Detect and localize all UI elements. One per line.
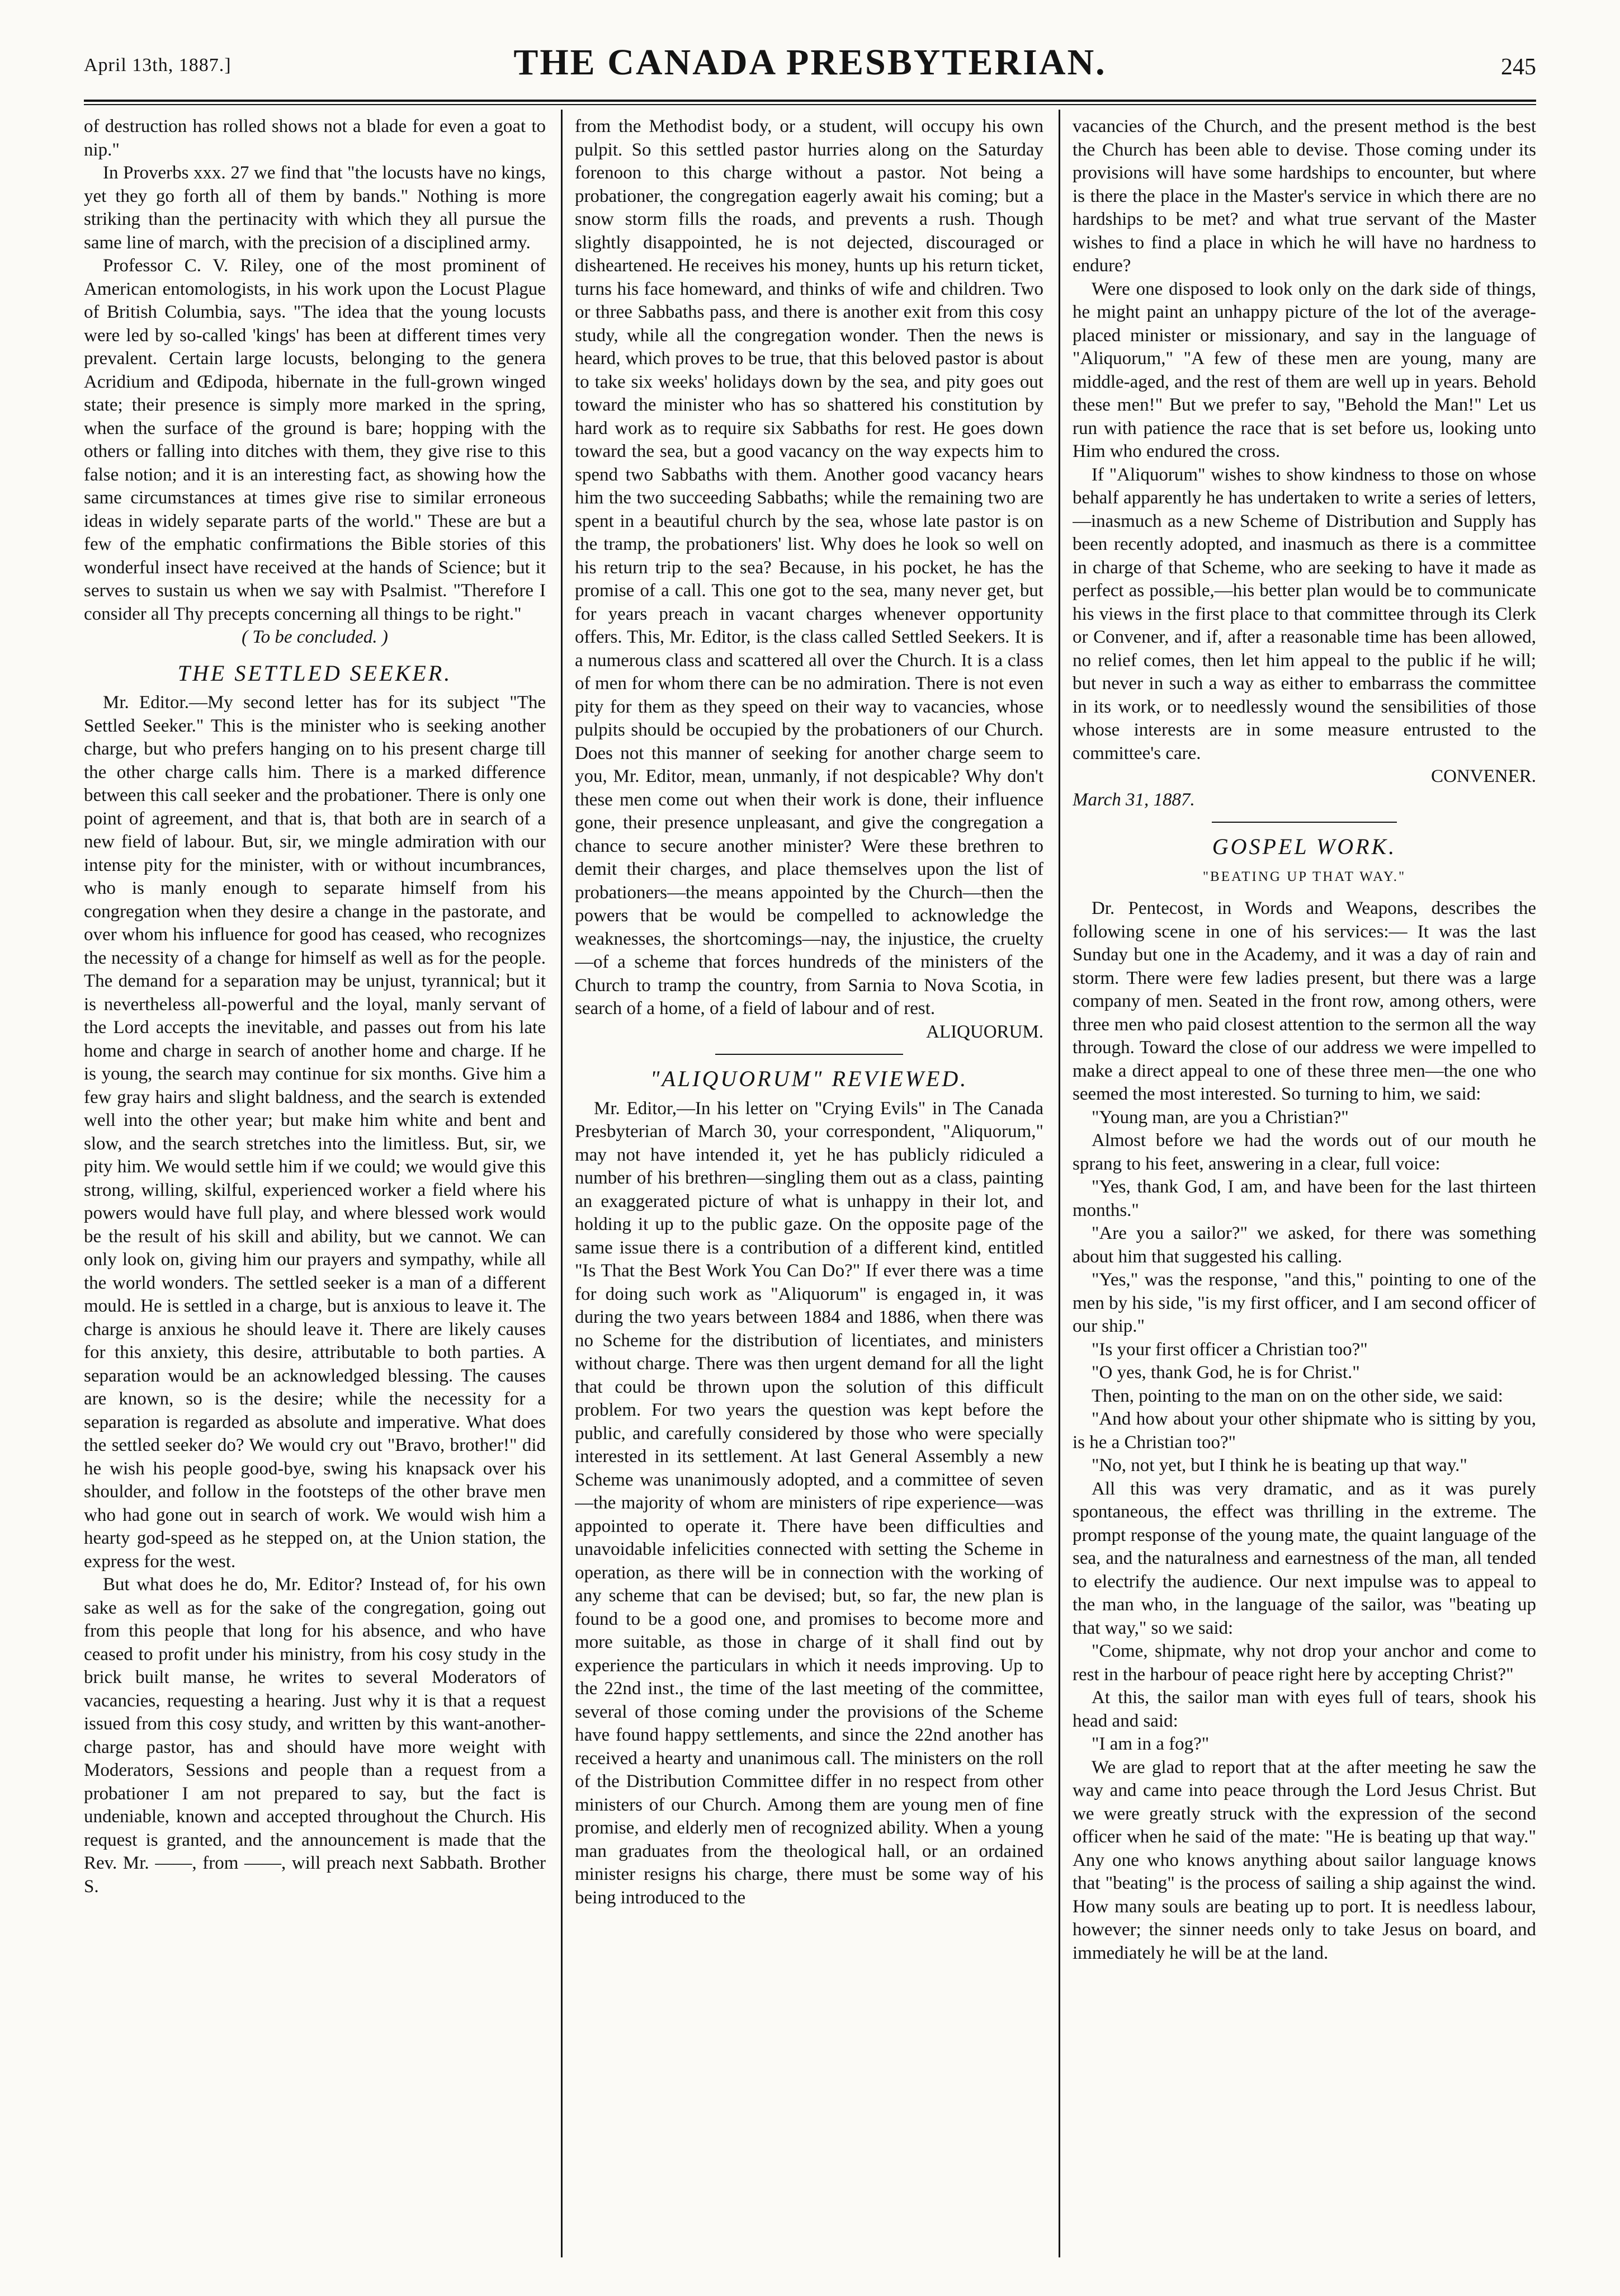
signature-aliquorum: ALIQUORUM. [926,1021,1043,1042]
column-divider-2 [1059,110,1060,2257]
paragraph: If "Aliquorum" wishes to show kindness to those on whose behalf apparently he has undertaken to write a series of letters, —inasmuch as a new Scheme of Distribution and Supply has been recently adopted, and inasmuch as there is a committee in charge of that Scheme, who are seeking to have it made as perfect as possible,—his better plan would be to communicate his views in the first place to that committee through its Clerk or Convener, and if, after a reasonable time has been allowed, no relief comes, then let him appeal to the public if he will; but never in such a way as either to embarrass the committee in its work, or to needlessly wound the sensibilities of those whose interests are in some measure entrusted to the committee's care. [1073,464,1536,763]
paragraph: Were one disposed to look only on the dark side of things, he might paint an unhappy picture of the lot of the average-placed minister or missionary, and say in the language of "Aliquorum," "A few of these men are young, many are middle-aged, and the rest of them are well up in years. Behold these men!" But we prefer to say, "Behold the Man!" Let us run with patience the race that is set before us, looking unto Him who endured the cross. [1073,279,1536,461]
issue-date: April 13th, 1887.] [84,55,232,76]
article-subheading: "BEATING UP THAT WAY." [1202,869,1406,884]
paragraph: Mr. Editor.—My second letter has for its subject "The Settled Seeker." This is the minister who is seeking another charge, but who prefers hanging on to his present charge till the other charge calls him. There is a marked difference between this call seeker and the probationer. There is only one point of agreement, and that is, that both are in search of a new field of labour. But, sir, we mingle admiration with our intense pity for the minister, with or without incumbrances, who is manly enough to separate himself from his congregation when they desire a change in the pastorate, and over whom his influence for good has ceased, who recognizes the necessity of a change for himself as well as for the people. The demand for a separation may be unjust, tyrannical; but it is nevertheless all-powerful and the loyal, manly servant of the Lord accepts the inevitable, and passes out from his late home and charge in search of another home and charge. If he is young, the search may continue for six months. Give him a few gray hairs and slight baldness, and the search is extended well into the other year; but make him white and bent and slow, and the search stretches into the limitless. But, sir, we pity him. We would settle him if we could; we would give this strong, willing, skilful, experienced worker a field where his powers would have full play, and where blessed work would be the result of his skill and ability, but we cannot. We can only look on, giving him our prayers and sympathy, while all the world wonders. The settled seeker is a man of a different mould. He is settled in a charge, but is anxious to leave it. The charge is anxious he should leave it. There are likely causes for this anxiety, this desire, attributable to both parties. A separation would be an acknowledged blessing. The causes are known, so is the desire; while the necessity for a separation is regarded as absolute and imperative. What does the settled seeker do? We would cry out "Bravo, brother!" did he wish his people good-bye, swing his knapsack over his shoulder, and follow in the footsteps of the other brave men who had gone out in search of work. We would wish him a hearty god-speed as he stepped on, at the Union station, the express for the west. [84,692,546,1572]
paragraph: Mr. Editor,—In his letter on "Crying Evils" in The Canada Presbyterian of March 30, your correspondent, "Aliquorum," may not have intended it, yet he has publicly ridiculed a number of his brethren—singling them out as a class, painting an exaggerated picture of what is unhappy in their lot, and holding it up to the public gaze. On the opposite page of the same issue there is a contribution of a different kind, entitled "Is That the Best Work You Can Do?" If ever there was a time for doing such work as "Aliquorum" is engaged in, it was during the two years between 1884 and 1886, when there was no Scheme for the distribution of licentiates, and ministers without charge. There was then urgent demand for all the light that could be thrown upon the solution of this difficult problem. For two years the question was kept before the public, and carefully considered by those who were specially interested in its settlement. At last General Assembly a new Scheme was unanimously adopted, and a committee of seven —the majority of whom are ministers of ripe experience—was appointed to operate it. There have been difficulties and unavoidable infelicities connected with setting the Scheme in operation, as there will be in connection with the working of any scheme that can be devised; but, so far, the new plan is found to be a good one, and promises to become more and more suitable, as those in charge of it shall find out by experience the particulars in which it needs improving. Up to the 22nd inst., the time of the last meeting of the committee, several of those coming under the provisions of the Scheme have found happy settlements, and since the 22nd another has received a hearty and unanimous call. The ministers on the roll of the Distribution Committee differ in no respect from other ministers of our Church. Among them are young men of fine promise, and elderly men of recognized ability. When a young man graduates from the theological hall, or an ordained minister resigns his charge, there must be some way of his being introduced to the [575,1098,1043,1908]
masthead-title: THE CANADA PRESBYTERIAN. [513,42,1107,83]
column-divider-1 [561,110,563,2257]
article-heading-gospel-work: GOSPEL WORK. [1212,834,1397,859]
column-2 [575,115,1043,2257]
paragraph: "Come, shipmate, why not drop your anchor and come to rest in the harbour of peace right here by accepting Christ?" [1073,1641,1536,1685]
page-number: 245 [1501,54,1536,80]
section-divider [1212,822,1397,823]
header-rule-thick [84,100,1536,102]
paragraph: "Yes, thank God, I am, and have been for the last thirteen months." [1073,1177,1536,1220]
paragraph: Then, pointing to the man on on the other side, we said: [1092,1385,1503,1406]
paragraph: "Yes," was the response, "and this," pointing to one of the men by his side, "is my first officer, and I am second officer of our ship." [1073,1270,1536,1336]
paragraph: "And how about your other shipmate who is sitting by you, is he a Christian too?" [1073,1409,1536,1453]
to-be-concluded-note: ( To be concluded. ) [242,627,388,647]
paragraph: Almost before we had the words out of our mouth he sprang to his feet, answering in a clear, full voice: [1073,1130,1536,1174]
paragraph: "Young man, are you a Christian?" [1092,1107,1349,1128]
column-3 [1073,115,1536,2257]
signature-convener: CONVENER. [1431,766,1536,786]
paragraph: In Proverbs xxx. 27 we find that "the locusts have no kings, yet they go forth all of them by bands." Nothing is more striking than the pertinacity with which they all pursue the same line of march, with the precision of a disciplined army. [84,163,546,253]
letter-dateline: March 31, 1887. [1073,789,1195,810]
article-heading-aliquorum-reviewed: "ALIQUORUM" REVIEWED. [650,1066,969,1091]
paragraph: But what does he do, Mr. Editor? Instead of, for his own sake as well as for the sake of the congregation, going out from this people that long for his absence, and who have ceased to profit under his ministry, from his cosy study in the brick built manse, he writes to several Moderators of vacancies, requesting a hearing. Just why it is that a request issued from this cosy study, and written by this want-another-charge pastor, has and should have more weight with Moderators, Sessions and people than a request from a probationer I am not prepared to say, but the fact is undeniable, known and accepted throughout the Church. His request is granted, and the announcement is made that the Rev. Mr. ——, from ——, will preach next Sabbath. Brother S. [84,1574,546,1897]
paragraph: "O yes, thank God, he is for Christ." [1092,1362,1360,1383]
paragraph: At this, the sailor man with eyes full of tears, shook his head and said: [1073,1687,1536,1731]
header-rule-thin [84,104,1536,105]
paragraph: "I am in a fog?" [1092,1734,1210,1754]
page-header [84,21,1536,105]
paragraph: vacancies of the Church, and the present method is the best the Church has been able to devise. Those coming under its provisions will have some hardships to encounter, but where is there the place in the Master's service in which there are no hardships to be met? and what true servant of the Master wishes to find a place in which he will have no hardness to endure? [1073,116,1536,276]
paragraph: "Is your first officer a Christian too?" [1092,1339,1368,1360]
paragraph: Professor C. V. Riley, one of the most prominent of American entomologists, in his work upon the Locust Plague of British Columbia, says. "The idea that the young locusts were led by so-called 'kings' has been at different times very prevalent. Certain large locusts, belonging to the genera Acridium and Œdipoda, hibernate in the full-grown winged state; their presence is simply more marked in the spring, when the surface of the ground is bare; hopping with the others or falling into ditches with them, they give rise to this false notion; and it is an interesting fact, as showing how the same circumstances at times give rise to similar erroneous ideas in widely separate parts of the world." These are but a few of the emphatic confirmations the Bible stories of this wonderful insect have received at the hands of Science; but it serves to sustain us when we say with Psalmist. "Therefore I consider all Thy precepts concerning all things to be right." [84,256,546,624]
section-divider [715,1054,903,1055]
column-1 [84,115,546,2257]
paragraph: from the Methodist body, or a student, will occupy his own pulpit. So this settled pastor hurries along on the Saturday forenoon to this charge without a pastor. Not being a probationer, the congregation eagerly await his coming; but a snow storm fills the roads, and prevents a rush. Though slightly disappointed, he is not dejected, discouraged or disheartened. He receives his money, hunts up his return ticket, turns his face homeward, and thinks of wife and children. Two or three Sabbaths pass, and there is another exit from this cosy study, while all the congregation wonder. Then the news is heard, which proves to be true, that this beloved pastor is about to take six weeks' holidays down by the sea, and pity goes out toward the minister who has so shattered his constitution by hard work as to require six Sabbaths for rest. He goes down toward the sea, but a good vacancy on the way expects him to spend two Sabbaths with them. Another good vacancy hears him the two succeeding Sabbaths; while the remaining two are spent in a beautiful church by the sea, whose late pastor is on the tramp, the probationers' list. Why does he look so well on his return trip to the sea? Because, in his pocket, he has the promise of a call. This one got to the sea, many never get, but for years preach in vacant charges whenever opportunity offers. This, Mr. Editor, is the class called Settled Seekers. It is a numerous class and scattered all over the Church. It is a class of men for whom there can be no admiration. There is not even pity for them as they speed on their way to vacancies, whose pulpits should be occupied by the probationers of our Church. Does not this manner of seeking for another charge seem to you, Mr. Editor, mean, unmanly, if not despicable? Why don't these men come out when their work is done, their influence gone, their presence unpleasant, and give the congregation a chance to secure another minister? Were these brethren to demit their charges, and place themselves upon the list of probationers—the means appointed by the Church—then the powers that be would be compelled to acknowledge the weaknesses, the shortcomings—nay, the injustice, the cruelty—of a scheme that forces hundreds of the ministers of the Church to tramp the country, from Sarnia to Nova Scotia, in search of a home, of a field of labour and of rest. [575,116,1043,1019]
paragraph: All this was very dramatic, and as it was purely spontaneous, the effect was thrilling in the extreme. The prompt response of the young mate, the quaint language of the sea, and the naturalness and earnestness of the man, all tended to electrify the audience. Our next impulse was to appeal to the man who, in the language of the sailor, was "beating up that way," so we said: [1073,1478,1536,1638]
paragraph: We are glad to report that at the after meeting he saw the way and came into peace through the Lord Jesus Christ. But we were greatly struck with the expression of the second officer when he said of the mate: "He is beating up that way." Any one who knows anything about sailor language knows that "beating" is the process of sailing a ship against the wind. How many souls are beating up to port. It is needless labour, however; the sinner needs only to take Jesus on board, and immediately he will be at the land. [1073,1757,1536,1963]
paragraph: of destruction has rolled shows not a blade for even a goat to nip." [84,116,546,160]
paragraph: "No, not yet, but I think he is beating up that way." [1092,1455,1467,1475]
paragraph: Dr. Pentecost, in Words and Weapons, describes the following scene in one of his services:— It was the last Sunday but one in the Academy, and it was a day of rain and storm. There were few ladies present, but there was a large company of men. Seated in the front row, among others, were three men who paid closest attention to the sermon all the way through. Toward the close of our address we were impelled to make a direct appeal to one of these three men—the one who seemed the most interested. So turning to him, we said: [1073,898,1536,1104]
paragraph: "Are you a sailor?" we asked, for there was something about him that suggested his calling. [1073,1223,1536,1267]
article-heading-settled-seeker: THE SETTLED SEEKER. [177,660,452,686]
